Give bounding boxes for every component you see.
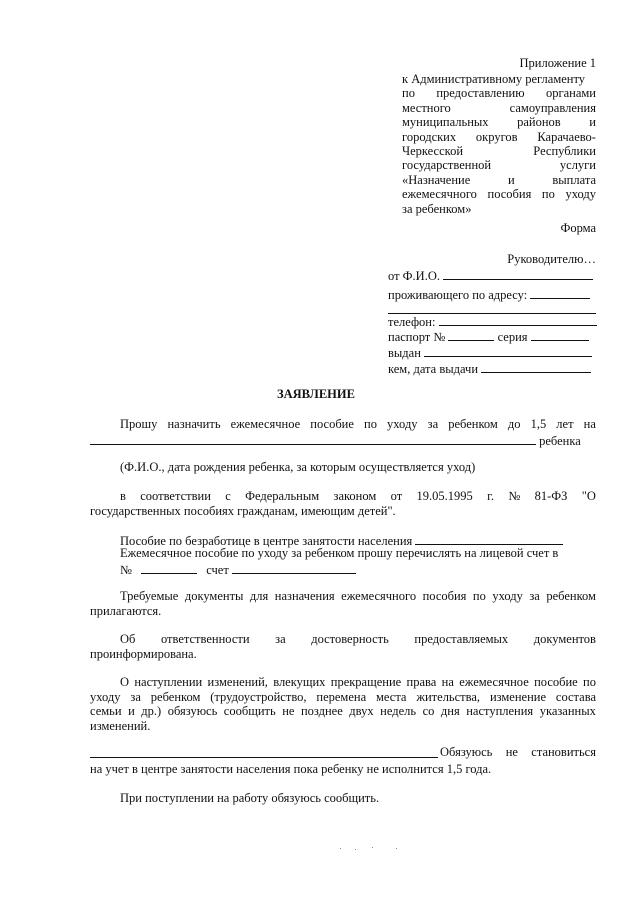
annex-word: выплата xyxy=(552,172,596,187)
passport-number-field[interactable] xyxy=(448,329,494,341)
word: перемена xyxy=(316,690,367,704)
word: изменение xyxy=(489,690,547,704)
word: не xyxy=(505,745,518,759)
annex-word: муниципальных xyxy=(402,115,489,130)
word: 19.05.1995 xyxy=(416,489,473,503)
word: № xyxy=(508,489,521,503)
account-field[interactable] xyxy=(232,562,356,574)
pledge-field[interactable] xyxy=(90,746,438,758)
annex-line xyxy=(402,87,596,100)
annex-line xyxy=(402,131,596,144)
address-label: проживающего по адресу: xyxy=(388,288,528,302)
docs-line-1 xyxy=(120,590,596,603)
annex-line xyxy=(402,174,596,187)
form-label: Форма xyxy=(560,221,596,235)
word: предоставляемых xyxy=(414,632,509,646)
word: назначить xyxy=(167,417,221,431)
bank-number-field[interactable] xyxy=(141,562,197,574)
annex-line xyxy=(402,159,596,172)
child-row xyxy=(90,433,581,448)
word: жительства, xyxy=(416,690,481,704)
child-label: ребенка xyxy=(539,434,581,448)
word: пособия xyxy=(422,589,467,603)
annex-word: самоуправления xyxy=(509,100,596,115)
word: недель xyxy=(380,704,417,718)
word: семьи xyxy=(90,704,122,718)
annex-word: по xyxy=(541,187,555,202)
word: 1,5 xyxy=(530,417,547,431)
annex-word: по xyxy=(402,86,415,101)
addressee: Руководителю… xyxy=(507,252,596,266)
annex-word: местного xyxy=(402,100,451,115)
changes-line-4: изменений. xyxy=(90,719,151,733)
word: с xyxy=(225,489,231,503)
annex-word: и xyxy=(589,115,596,130)
word: сообщить xyxy=(223,704,276,718)
annex-line xyxy=(402,188,596,201)
phone-field[interactable] xyxy=(439,314,597,326)
word: пособие xyxy=(534,675,578,689)
account-row xyxy=(120,562,356,577)
word: за xyxy=(275,632,286,646)
word: Обязуюсь xyxy=(440,745,493,759)
word: уходу xyxy=(387,417,418,431)
annex-word: районов xyxy=(517,115,561,130)
issued-row xyxy=(388,345,592,360)
annex-title: Приложение 1 xyxy=(519,56,596,70)
passport-row xyxy=(388,329,589,344)
annex-word: Черкесской xyxy=(402,144,464,158)
word: ежемесячное xyxy=(230,417,301,431)
word: г. xyxy=(487,489,494,503)
word: места xyxy=(376,690,407,704)
word: соответствии xyxy=(140,489,211,503)
word: по xyxy=(364,417,377,431)
word: Требуемые xyxy=(120,589,179,603)
annex-word: округов xyxy=(475,129,518,144)
word: за xyxy=(130,690,141,704)
word: уходу xyxy=(492,589,523,603)
word: до xyxy=(507,417,521,431)
word: О xyxy=(120,675,130,689)
annex-word: за ребенком» xyxy=(402,201,472,216)
annex-word: городских xyxy=(402,129,457,144)
law-line-1 xyxy=(120,490,596,503)
issued-label: выдан xyxy=(388,346,421,360)
phone-row xyxy=(388,314,597,329)
changes-line-1 xyxy=(120,676,596,689)
scan-speck xyxy=(396,848,397,849)
address-row xyxy=(388,287,590,302)
word: Об xyxy=(120,632,136,646)
annex-word: к Административному регламенту xyxy=(402,72,586,86)
pledge-blank-row xyxy=(90,746,438,761)
word: ежемесячное xyxy=(459,675,529,689)
annex-word: органами xyxy=(545,86,596,101)
annex-line xyxy=(402,73,585,86)
word: прекращение xyxy=(330,675,402,689)
word: ежемесячного xyxy=(341,589,417,603)
scan-speck xyxy=(355,849,356,850)
word: ребенком xyxy=(448,417,498,431)
responsibility-line-2: проинформирована. xyxy=(90,647,197,661)
word: пособие xyxy=(310,417,354,431)
changes-line-2 xyxy=(90,691,596,704)
word: изменений, xyxy=(207,675,268,689)
number-label: № xyxy=(120,563,132,577)
phone-label: телефон: xyxy=(388,315,436,329)
word: по xyxy=(583,675,596,689)
issued-by-label: кем, дата выдачи xyxy=(388,362,479,376)
annex-word: предоставлению xyxy=(436,86,525,101)
annex-word: ежемесячного xyxy=(402,187,477,202)
word: уходу xyxy=(90,690,121,704)
document-title: ЗАЯВЛЕНИЕ xyxy=(277,387,355,401)
word: и xyxy=(128,704,135,718)
child-field[interactable] xyxy=(90,433,536,445)
word: (трудоустройство, xyxy=(210,690,307,704)
word: состава xyxy=(555,690,596,704)
law-line-2: государственных пособиях гражданам, имеющим детей". xyxy=(90,504,396,518)
fio-note: (Ф.И.О., дата рождения ребенка, за которым осуществляется уход) xyxy=(120,460,476,474)
address-field[interactable] xyxy=(530,287,590,299)
word: на xyxy=(441,675,454,689)
pledge-line-2: на учет в центре занятости населения пока ребенку не исполнится 1,5 года. xyxy=(90,762,492,776)
word: позднее xyxy=(300,704,343,718)
word: документы xyxy=(184,589,244,603)
issued-field[interactable] xyxy=(424,345,592,357)
word: Федеральным xyxy=(245,489,320,503)
from-row xyxy=(388,268,593,283)
word: права xyxy=(406,675,437,689)
annex-word: и xyxy=(507,172,515,187)
word: 81-ФЗ xyxy=(534,489,568,503)
word: со xyxy=(422,704,435,718)
word: законом xyxy=(333,489,377,503)
word: ответственности xyxy=(160,632,250,646)
word: лет xyxy=(556,417,574,431)
word: документов xyxy=(533,632,596,646)
annex-line xyxy=(402,116,596,129)
annex-word: Республики xyxy=(533,144,596,158)
annex-word: пособия xyxy=(487,187,532,202)
word: для xyxy=(249,589,269,603)
word: на xyxy=(583,417,596,431)
passport-label: паспорт № xyxy=(388,330,446,344)
word: за xyxy=(529,589,540,603)
issued-by-field[interactable] xyxy=(481,361,591,373)
from-label: от Ф.И.О. xyxy=(388,269,440,283)
word: обязуюсь xyxy=(167,704,218,718)
word: наступления xyxy=(466,704,534,718)
word: назначения xyxy=(274,589,335,603)
word: за xyxy=(427,417,439,431)
word: в xyxy=(120,489,126,503)
word: указанных xyxy=(539,704,596,718)
series-label: серия xyxy=(497,330,528,344)
word: двух xyxy=(349,704,374,718)
annex-word: уходу xyxy=(565,187,596,202)
word: становиться xyxy=(531,745,596,759)
request-line xyxy=(120,418,596,431)
unemployment-field[interactable] xyxy=(415,533,563,545)
word: дня xyxy=(440,704,460,718)
word: не xyxy=(282,704,295,718)
address-field-2[interactable] xyxy=(388,302,596,314)
word: ребенком xyxy=(546,589,596,603)
word: наступлении xyxy=(134,675,203,689)
word: др.) xyxy=(141,704,162,718)
word: достоверность xyxy=(311,632,389,646)
scan-speck xyxy=(372,847,373,848)
account-label: счет xyxy=(206,563,229,577)
from-field[interactable] xyxy=(443,268,593,280)
changes-line-3 xyxy=(90,705,596,718)
annex-word: государственной xyxy=(402,158,492,173)
scan-speck xyxy=(340,848,341,849)
annex-line xyxy=(402,203,471,216)
annex-line xyxy=(402,102,596,115)
annex-line xyxy=(402,145,596,158)
annex-word: услуги xyxy=(559,158,596,173)
word: от xyxy=(390,489,403,503)
passport-series-field[interactable] xyxy=(531,329,589,341)
word: Прошу xyxy=(120,417,158,431)
pledge-line-1 xyxy=(440,746,596,759)
issued-by-row xyxy=(388,361,591,376)
transfer-line: Ежемесячное пособие по уходу за ребенком прошу перечислять на лицевой счет в xyxy=(120,546,559,560)
word: ребенком xyxy=(150,690,201,704)
word: по xyxy=(472,589,486,603)
annex-word: Карачаево- xyxy=(537,129,596,144)
annex-word: «Назначение xyxy=(402,172,471,187)
unemployment-label: Пособие по безработице в центре занятости населения xyxy=(120,534,413,548)
word: влекущих xyxy=(273,675,326,689)
responsibility-line-1 xyxy=(120,633,596,646)
word: "О xyxy=(581,489,596,503)
employment-line: При поступлении на работу обязуюсь сообщить. xyxy=(120,791,380,805)
docs-line-2: прилагаются. xyxy=(90,604,162,618)
